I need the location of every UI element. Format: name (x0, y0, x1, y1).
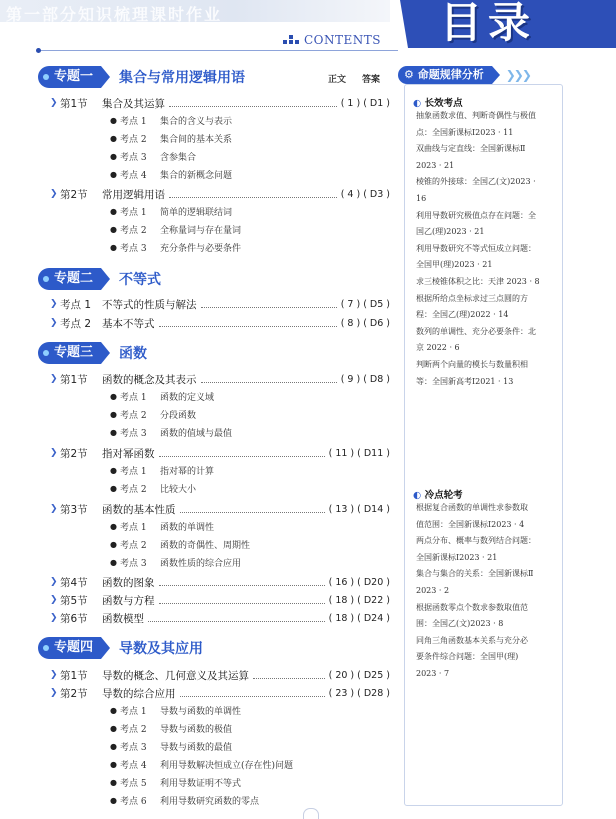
entry-page: ( 7 ) (340, 298, 361, 310)
toc-entry[interactable] (50, 502, 390, 516)
entry-title: 函数与方程 (102, 594, 155, 607)
entry-label: 第2节 (60, 188, 88, 201)
toc-entry[interactable] (50, 668, 390, 682)
topic-1-heading (38, 66, 245, 88)
dot-leader (253, 671, 325, 679)
sub-item: ● 考点 1 指对幂的计算 (110, 466, 215, 477)
sub-item: ● 考点 2 集合间的基本关系 (110, 134, 233, 145)
sub-item: ● 考点 1 集合的含义与表示 (110, 116, 233, 127)
toc-entry[interactable] (50, 611, 390, 625)
entry-page: ( 1 ) (340, 97, 361, 109)
toc-entry[interactable] (50, 372, 390, 386)
chevron-right-icon: ❯ (50, 189, 58, 199)
cold-section-title: ◐ 冷点轮考 (413, 490, 463, 501)
header-banner-text: 第一部分知识梳理课时作业 (6, 5, 223, 24)
chevron-right-icon: ❯ (50, 374, 58, 384)
dot-leader (159, 319, 337, 327)
topic-badge: 专题四 (38, 637, 101, 659)
toc-entry[interactable] (50, 446, 390, 460)
hot-section-title: ◐ 长效考点 (413, 98, 463, 109)
sub-item: ● 考点 4 利用导数解决恒成立(存在性)问题 (110, 760, 294, 771)
entry-label: 第4节 (60, 576, 88, 589)
answer-column-label: 答案 (362, 75, 381, 85)
analysis-heading (398, 66, 530, 84)
entry-title: 函数模型 (102, 612, 144, 625)
sub-item: ● 考点 3 导数与函数的最值 (110, 742, 233, 753)
entry-page: ( 18 ) (328, 612, 355, 624)
toc-entry[interactable] (50, 187, 390, 201)
entry-page: ( 8 ) (340, 317, 361, 329)
topic-badge: 专题三 (38, 342, 101, 364)
toc-entry[interactable] (50, 575, 390, 589)
page-marker (303, 808, 319, 819)
entry-answer-page: ( D28 ) (357, 687, 390, 699)
header-banner (0, 0, 390, 22)
header-divider (38, 50, 398, 51)
entry-answer-page: ( D6 ) (363, 317, 390, 329)
entry-page: ( 13 ) (328, 503, 355, 515)
dot-leader (169, 190, 337, 198)
entry-page: ( 18 ) (328, 594, 355, 606)
page-title: 目录 (440, 0, 537, 47)
entry-title: 函数的基本性质 (102, 503, 176, 516)
entry-label: 考点 1 (60, 298, 92, 311)
chevron-right-icon: ❯ (50, 504, 58, 514)
entry-answer-page: ( D1 ) (363, 97, 390, 109)
entry-title: 函数的概念及其表示 (102, 373, 197, 386)
sub-item: ● 考点 3 含参集合 (110, 152, 197, 163)
sub-item: ● 考点 2 导数与函数的极值 (110, 724, 233, 735)
dot-leader (169, 99, 337, 107)
toc-entry[interactable] (50, 686, 390, 700)
topic-title: 导数及其应用 (119, 641, 204, 657)
sub-item: ● 考点 1 函数的单调性 (110, 522, 215, 533)
entry-title: 集合及其运算 (102, 97, 165, 110)
cold-list: 根据复合函数的单调性求参数取 值范围：全国新课标Ⅰ2023 · 4 两点分布、概率与数列结合问题： 全国新课标Ⅰ2023 · 21 集合与集合的关系：全国新课标Ⅱ 2023 · 2 根据函数零点个数求参数取值范 围：全国乙(文)2023 · 8 同角三角函数基本关系与充分必 要条件综合问题：全国甲(理) 2023 · 7 (416, 503, 536, 678)
toc-entry[interactable] (50, 316, 390, 330)
entry-answer-page: ( D22 ) (357, 594, 390, 606)
dot-leader (180, 505, 325, 513)
sub-item: ● 考点 3 充分条件与必要条件 (110, 243, 242, 254)
sub-item: ● 考点 3 函数的值域与最值 (110, 428, 233, 439)
chevron-right-icon: ❯ (50, 595, 58, 605)
entry-page: ( 4 ) (340, 188, 361, 200)
sub-item: ● 考点 1 函数的定义域 (110, 392, 215, 403)
dot-leader (180, 689, 325, 697)
dot-leader (159, 596, 325, 604)
dot-leader (159, 578, 325, 586)
sub-item: ● 考点 2 函数的奇偶性、周期性 (110, 540, 251, 551)
topic-2-heading (38, 268, 161, 290)
contents-label: CONTENTS (304, 33, 382, 47)
chevron-right-icon: ❯ (50, 670, 58, 680)
topic-title: 集合与常用逻辑用语 (119, 70, 246, 86)
chevron-right-icon: ❯ (50, 448, 58, 458)
entry-answer-page: ( D5 ) (363, 298, 390, 310)
chevron-right-icon: ❯ (50, 98, 58, 108)
chevron-right-icon: ❯ (50, 577, 58, 587)
contents-heading (283, 33, 381, 47)
entry-title: 导数的综合应用 (102, 687, 176, 700)
chevron-right-icon: ❯ (50, 613, 58, 623)
entry-title: 导数的概念、几何意义及其运算 (102, 669, 249, 682)
dot-leader (201, 375, 337, 383)
chevron-right-icon: ❯ (50, 299, 58, 309)
entry-label: 第2节 (60, 447, 88, 460)
sub-item: ● 考点 4 集合的新概念问题 (110, 170, 233, 181)
entry-page: ( 20 ) (328, 669, 355, 681)
sub-item: ● 考点 1 简单的逻辑联结词 (110, 207, 233, 218)
entry-answer-page: ( D3 ) (363, 188, 390, 200)
chevron-right-icon: ❯ (50, 318, 58, 328)
topic-title: 函数 (119, 346, 148, 362)
entry-page: ( 11 ) (328, 447, 355, 459)
toc-entry[interactable] (50, 297, 390, 311)
sub-item: ● 考点 2 比较大小 (110, 484, 197, 495)
entry-label: 第2节 (60, 687, 88, 700)
topic-badge: 专题一 (38, 66, 101, 88)
sub-item: ● 考点 6 利用导数研究函数的零点 (110, 796, 260, 807)
entry-label: 第1节 (60, 97, 88, 110)
entry-label: 第6节 (60, 612, 88, 625)
dot-leader (201, 300, 337, 308)
entry-title: 基本不等式 (102, 317, 155, 330)
analysis-title: ⚙ 命题规律分析 (398, 66, 492, 84)
chevrons-icon: ❯❯❯ (505, 68, 530, 82)
entry-label: 第1节 (60, 669, 88, 682)
toc-entry[interactable] (50, 96, 390, 110)
entry-title: 指对幂函数 (102, 447, 155, 460)
entry-title: 不等式的性质与解法 (102, 298, 197, 311)
main-column-label: 正文 (328, 75, 347, 85)
sub-item: ● 考点 5 利用导数证明不等式 (110, 778, 242, 789)
entry-answer-page: ( D25 ) (357, 669, 390, 681)
sub-item: ● 考点 3 函数性质的综合应用 (110, 558, 242, 569)
sub-item: ● 考点 2 分段函数 (110, 410, 197, 421)
chevron-right-icon: ❯ (50, 688, 58, 698)
entry-answer-page: ( D20 ) (357, 576, 390, 588)
entry-page: ( 23 ) (328, 687, 355, 699)
squares-icon (283, 35, 299, 45)
dot-leader (148, 614, 325, 622)
entry-answer-page: ( D14 ) (357, 503, 390, 515)
dot-leader (159, 449, 325, 457)
hot-list: 抽象函数求值、判断奇偶性与极值 点：全国新课标Ⅰ2023 · 11 双曲线与定直线：全国新课标Ⅱ 2023 · 21 棱锥的外接球：全国乙(文)2023 · 16 利用导数研究极值点存在问题：全 国乙(理)2023 · 21 利用导数研究不等式恒成立问题： 全国甲(理)2023 · 21 求三棱锥体积之比：天津 2023 · 8 根据所给点坐标求过三点圆的方 程：全国乙(理)2022 · 14 数列的单调性、充分必要条件：北 京 2022 · 6 判断两个向量的模长与数量积相 等：全国新高考Ⅰ2021 · 13 (416, 111, 540, 386)
entry-page: ( 16 ) (328, 576, 355, 588)
topic-4-heading (38, 637, 203, 659)
entry-title: 函数的图象 (102, 576, 155, 589)
entry-label: 第5节 (60, 594, 88, 607)
toc-entry[interactable] (50, 593, 390, 607)
sub-item: ● 考点 1 导数与函数的单调性 (110, 706, 242, 717)
entry-label: 考点 2 (60, 317, 92, 330)
entry-label: 第1节 (60, 373, 88, 386)
sub-item: ● 考点 2 全称量词与存在量词 (110, 225, 242, 236)
topic-3-heading (38, 342, 147, 364)
entry-page: ( 9 ) (340, 373, 361, 385)
entry-title: 常用逻辑用语 (102, 188, 165, 201)
topic-badge: 专题二 (38, 268, 101, 290)
entry-answer-page: ( D8 ) (363, 373, 390, 385)
entry-answer-page: ( D11 ) (357, 447, 390, 459)
entry-answer-page: ( D24 ) (357, 612, 390, 624)
topic-title: 不等式 (119, 272, 162, 288)
entry-label: 第3节 (60, 503, 88, 516)
